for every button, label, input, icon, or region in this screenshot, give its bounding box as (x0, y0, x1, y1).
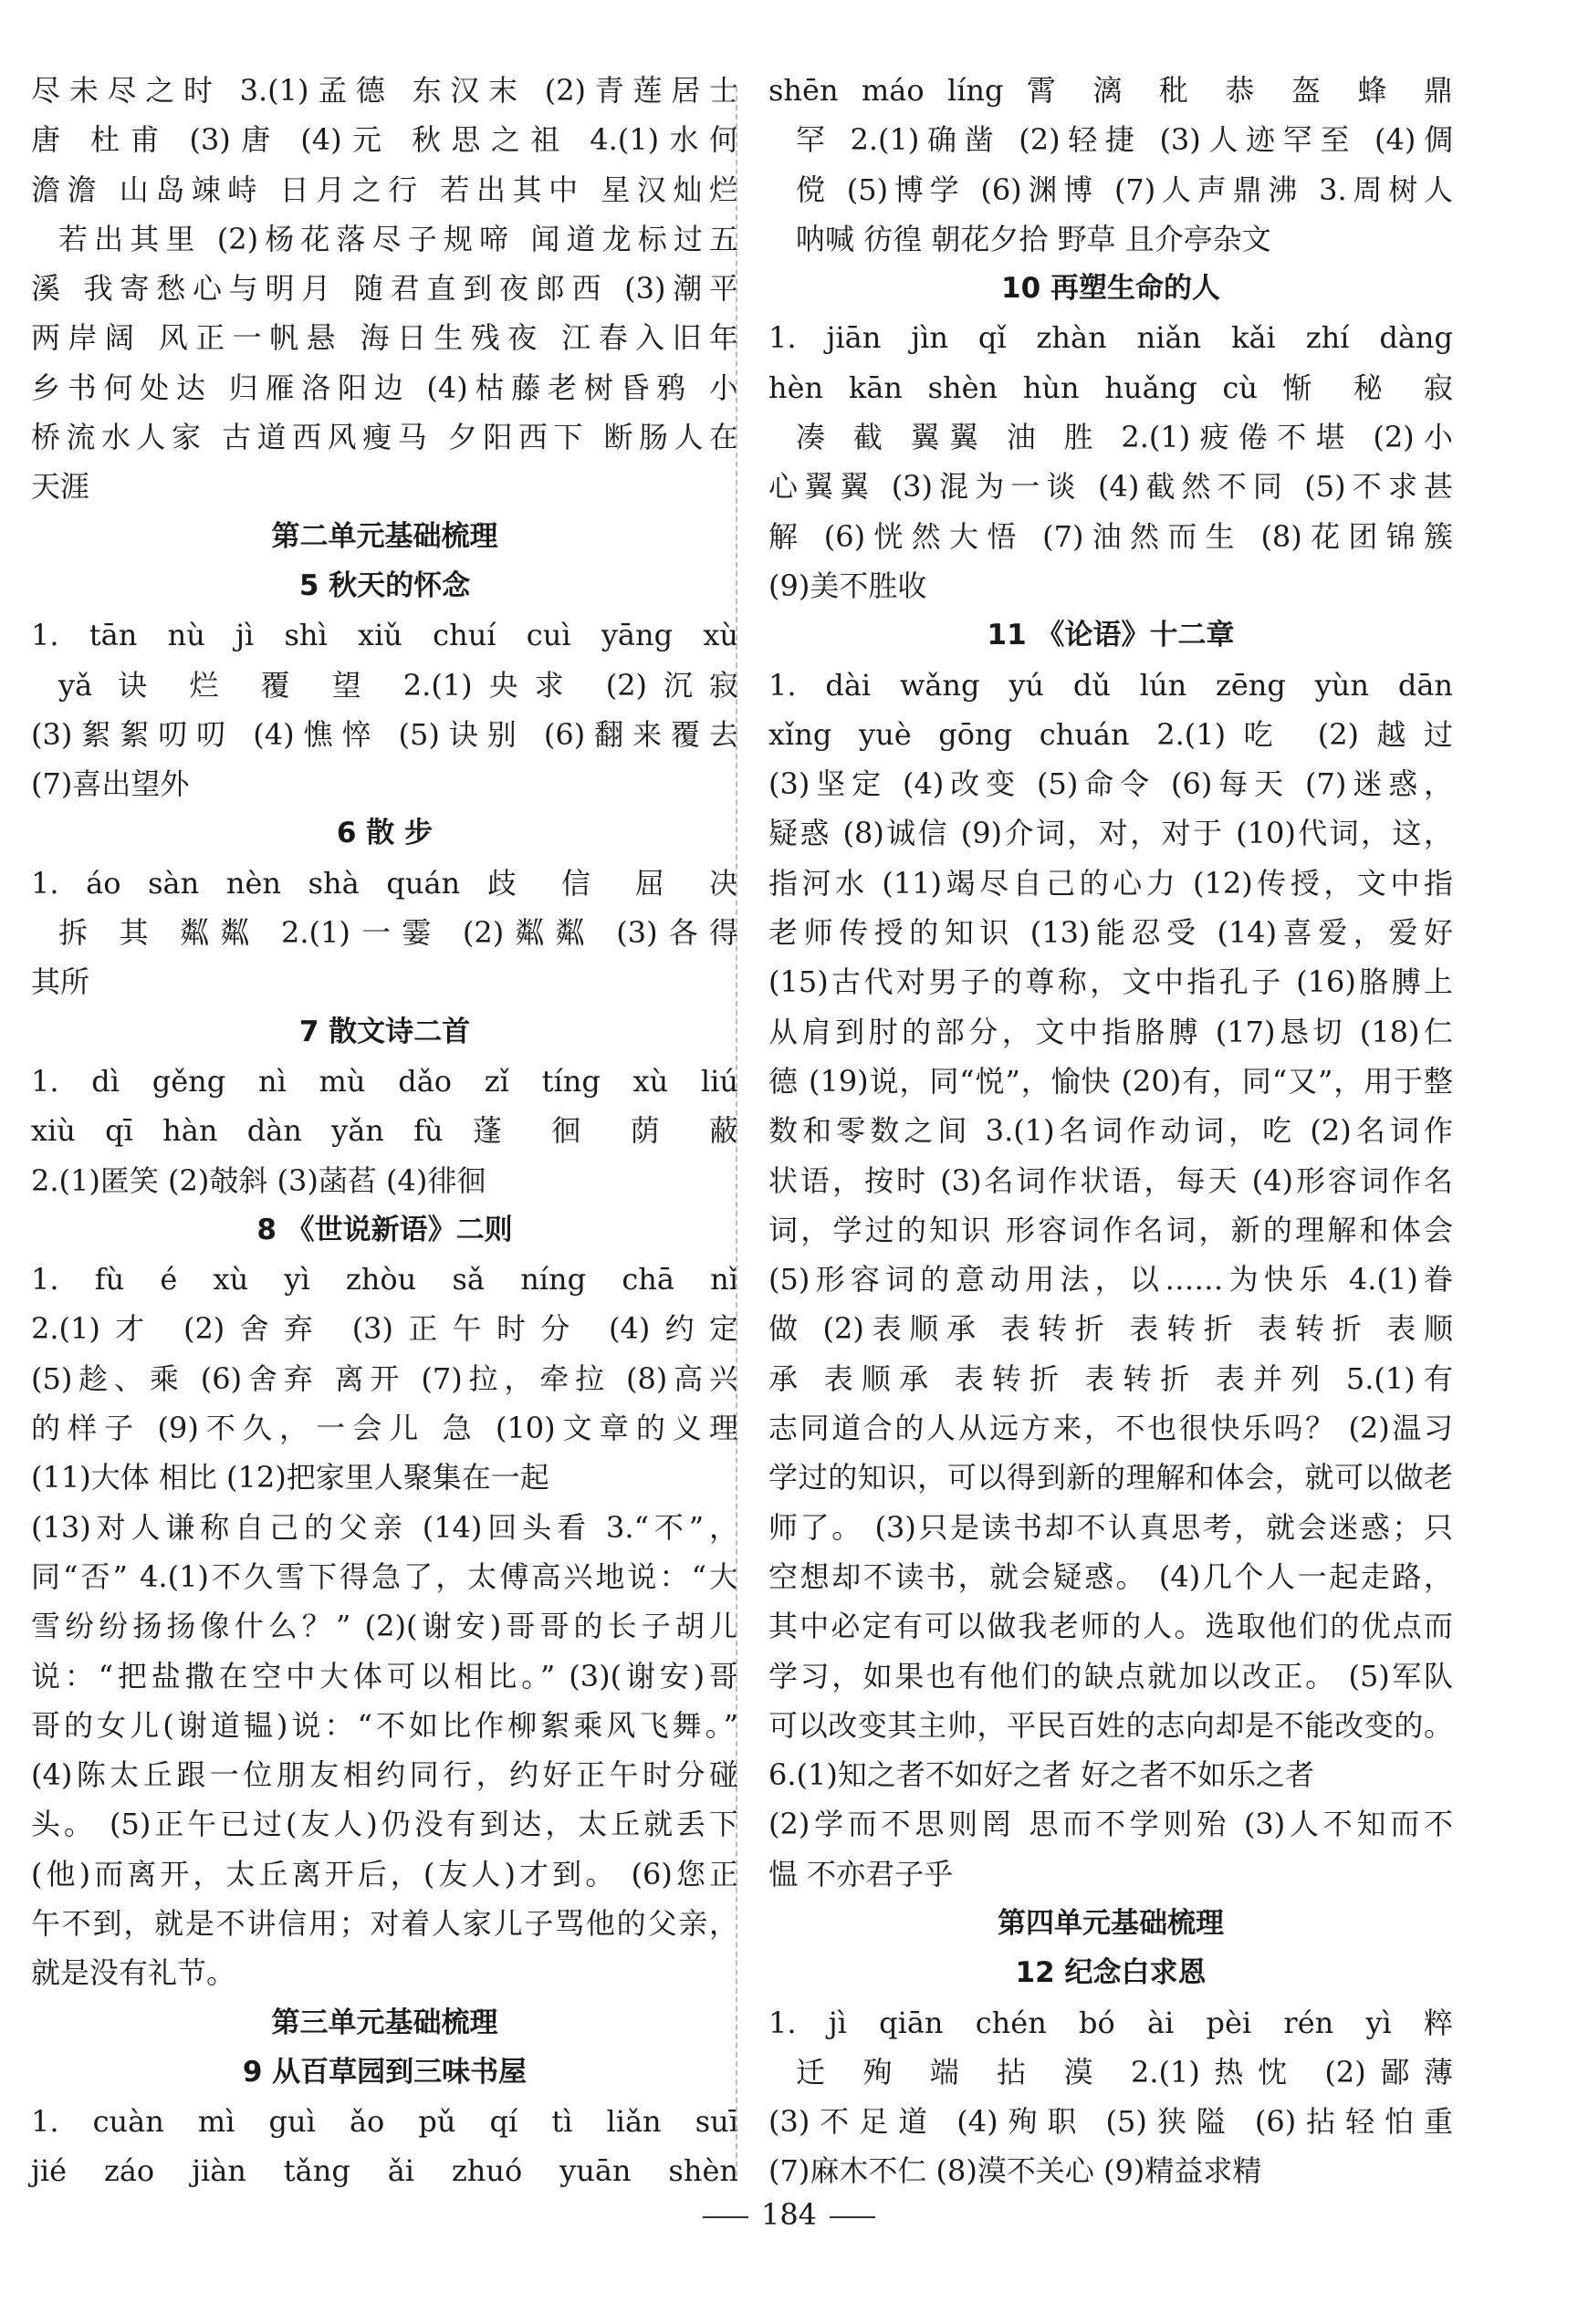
text-line: 就是没有礼节。 (31, 1955, 236, 1991)
section-heading: 7 散文诗二首 (298, 1015, 471, 1048)
text-line: 可以改变其主帅，平民百姓的志向却是不能改变的。 (768, 1707, 1453, 1743)
text-line: 傥 (5)博学 (6)渊博 (7)人声鼎沸 3.周树人 (796, 172, 1453, 207)
text-line: 词，学过的知识 形容词作名词，新的理解和体会 (768, 1212, 1453, 1247)
text-line: 同“否” 4.(1)不久雪下得急了，太傅高兴地说：“大 (31, 1558, 738, 1594)
section-heading: 8 《世说新语》二则 (256, 1213, 513, 1246)
text-line: 1. dài wǎng yú dǔ lún zēng yùn dān (768, 667, 1453, 703)
text-line: 学习，如果也有他们的缺点就加以改正。 (5)军队 (768, 1658, 1453, 1693)
text-line: 澹澹 山岛竦峙 日月之行 若出其中 星汉灿烂 (31, 172, 738, 207)
text-line: (13)对人谦称自己的父亲 (14)回头看 3.“不”， (31, 1509, 738, 1545)
text-line: 的样子 (9)不久，一会儿 急 (10)文章的义理 (31, 1411, 738, 1446)
text-line: xiù qī hàn dàn yǎn fù 蓬 徊 荫 蔽 (31, 1113, 738, 1149)
section-heading: 第三单元基础梳理 (271, 2006, 498, 2039)
text-line: (7)喜出望外 (31, 766, 190, 802)
text-line: 桥流水人家 古道西风瘦马 夕阳西下 断肠人在 (31, 420, 738, 455)
text-line: 师了。 (3)只是读书却不认真思考，就会迷惑；只 (768, 1509, 1453, 1545)
text-line: 2.(1)匿笑 (2)攲斜 (3)菡萏 (4)徘徊 (31, 1162, 486, 1198)
text-line: 头。 (5)正午已过(友人)仍没有到达，太丘就丢下 (31, 1807, 738, 1842)
text-line: 解 (6)恍然大悟 (7)油然而生 (8)花团锦簇 (768, 518, 1453, 554)
text-line: yǎ 诀 烂 覆 望 2.(1)央求 (2)沉寂 (58, 667, 738, 703)
page-number: 184 (760, 2197, 818, 2232)
text-line: hèn kān shèn hùn huǎng cù 惭 秘 寂 (768, 370, 1453, 405)
text-line: (5)趁、乘 (6)舍弃 离开 (7)拉，牵拉 (8)高兴 (31, 1360, 738, 1396)
left-column (31, 66, 738, 2196)
text-line: (15)古代对男子的尊称，文中指孔子 (16)胳膊上 (768, 964, 1453, 1000)
text-line: (2)学而不思则罔 思而不学则殆 (3)人不知而不 (768, 1807, 1453, 1842)
text-line: 1. jì qiān chén bó ài pèi rén yì 粹 (768, 2005, 1453, 2040)
text-line: (他)而离开，太丘离开后，(友人)才到。 (6)您正 (31, 1856, 738, 1892)
text-line: 空想却不读书，就会疑惑。 (4)几个人一起走路， (768, 1558, 1453, 1594)
text-line: 其中必定有可以做我老师的人。选取他们的优点而 (768, 1609, 1453, 1644)
text-line: 状语，按时 (3)名词作状语，每天 (4)形容词作名 (768, 1162, 1453, 1198)
text-line: 2.(1)才 (2)舍弃 (3)正午时分 (4)约定 (31, 1311, 738, 1347)
section-heading: 5 秋天的怀念 (298, 568, 471, 602)
text-line: 溪 我寄愁心与明月 随君直到夜郎西 (3)潮平 (31, 271, 738, 307)
section-heading: 11 《论语》十二章 (987, 619, 1235, 652)
text-line: 志同道合的人从远方来，不也很快乐吗？ (2)温习 (768, 1411, 1453, 1446)
right-column (768, 66, 1453, 2196)
text-line: 1. cuàn mì guì ǎo pǔ qí tì liǎn suī (31, 2104, 738, 2140)
text-line: 凑 截 翼翼 油 胜 2.(1)疲倦不堪 (2)小 (796, 420, 1453, 455)
text-line: 指河水 (11)竭尽自己的心力 (12)传授，文中指 (768, 865, 1453, 901)
text-line: 哥的女儿(谢道韫)说：“不如比作柳絮乘风飞舞。” (31, 1707, 738, 1743)
page-footer (0, 2197, 1578, 2232)
section-heading: 12 纪念白求恩 (1015, 1956, 1207, 1990)
text-line: 1. jiān jìn qǐ zhàn niǎn kǎi zhí dàng (768, 320, 1453, 356)
text-line: 心翼翼 (3)混为一谈 (4)截然不同 (5)不求甚 (768, 469, 1453, 505)
text-line: 老师传授的知识 (13)能忍受 (14)喜爱，爱好 (768, 915, 1453, 951)
text-line: 1. tān nù jì shì xiǔ chuí cuì yāng xù (31, 618, 738, 653)
text-line: 拆 其 粼粼 2.(1)一霎 (2)粼粼 (3)各得 (58, 915, 738, 951)
text-line: 午不到，就是不讲信用；对着人家儿子骂他的父亲， (31, 1905, 738, 1941)
section-heading: 6 散 步 (336, 817, 434, 850)
text-line: 天涯 (31, 469, 90, 505)
text-line: 承 表顺承 表转折 表转折 表并列 5.(1)有 (768, 1360, 1453, 1396)
text-line: 迁 殉 端 拈 漠 2.(1)热忱 (2)鄙薄 (796, 2054, 1453, 2090)
text-line: shēn máo líng 霄 漓 秕 恭 盔 蜂 鼎 (768, 73, 1453, 108)
text-line: 数和零数之间 3.(1)名词作动词，吃 (2)名词作 (768, 1113, 1453, 1149)
text-line: (3)坚定 (4)改变 (5)命令 (6)每天 (7)迷惑， (768, 766, 1453, 802)
text-line: 乡书何处达 归雁洛阳边 (4)枯藤老树昏鸦 小 (31, 370, 738, 405)
section-heading: 10 再塑生命的人 (1001, 272, 1220, 306)
text-line: jié záo jiàn tǎng ǎi zhuó yuān shèn (31, 2153, 738, 2189)
text-line: (7)麻木不仁 (8)漠不关心 (9)精益求精 (768, 2153, 1262, 2189)
text-line: 唐 杜甫 (3)唐 (4)元 秋思之祖 4.(1)水何 (31, 122, 738, 158)
text-line: 罕 2.(1)确凿 (2)轻捷 (3)人迹罕至 (4)倜 (796, 122, 1453, 158)
text-line: (3)絮絮叨叨 (4)憔悴 (5)诀别 (6)翻来覆去 (31, 716, 738, 752)
text-line: 学过的知识，可以得到新的理解和体会，就可以做老 (768, 1460, 1453, 1495)
text-line: (4)陈太丘跟一位朋友相约同行，约好正午时分碰 (31, 1757, 738, 1793)
section-heading: 第二单元基础梳理 (271, 519, 498, 553)
text-line: 呐喊 彷徨 朝花夕拾 野草 且介亭杂文 (796, 221, 1271, 256)
text-line: 6.(1)知之者不如好之者 好之者不如乐之者 (768, 1757, 1315, 1793)
text-line: 其所 (31, 964, 90, 1000)
text-line: 若出其里 (2)杨花落尽子规啼 闻道龙标过五 (58, 221, 738, 256)
text-line: 1. áo sàn nèn shà quán 歧 信 屈 决 (31, 865, 738, 901)
text-line: 雪纷纷扬扬像什么？” (2)(谢安)哥哥的长子胡儿 (31, 1609, 738, 1644)
text-line: 尽未尽之时 3.(1)孟德 东汉末 (2)青莲居士 (31, 73, 738, 108)
text-line: (5)形容词的意动用法，以……为快乐 4.(1)眷 (768, 1262, 1453, 1297)
text-line: (11)大体 相比 (12)把家里人聚集在一起 (31, 1460, 549, 1495)
text-line: (9)美不胜收 (768, 568, 927, 603)
column-divider (736, 87, 737, 2176)
text-line: 德 (19)说，同“悦”，愉快 (20)有，同“又”，用于整 (768, 1063, 1453, 1099)
text-line: xǐng yuè gōng chuán 2.(1)吃 (2)越过 (768, 716, 1453, 752)
text-line: 疑惑 (8)诚信 (9)介词，对，对于 (10)代词，这， (768, 816, 1453, 851)
text-line: 两岸阔 风正一帆悬 海日生残夜 江春入旧年 (31, 320, 738, 356)
text-line: 1. fù é xù yì zhòu sǎ níng chā nǐ (31, 1262, 738, 1297)
text-line: 说：“把盐撒在空中大体可以相比。” (3)(谢安)哥 (31, 1658, 738, 1693)
text-line: 从肩到肘的部分，文中指胳膊 (17)恳切 (18)仁 (768, 1014, 1453, 1049)
text-line: 1. dì gěng nì mù dǎo zǐ tíng xù liú (31, 1063, 738, 1099)
text-line: (3)不足道 (4)殉职 (5)狭隘 (6)拈轻怕重 (768, 2104, 1453, 2140)
text-line: 愠 不亦君子乎 (768, 1856, 954, 1892)
section-heading: 9 从百草园到三味书屋 (242, 2055, 528, 2089)
section-heading: 第四单元基础梳理 (998, 1906, 1224, 1940)
text-line: 做 (2)表顺承 表转折 表转折 表转折 表顺 (768, 1311, 1453, 1347)
